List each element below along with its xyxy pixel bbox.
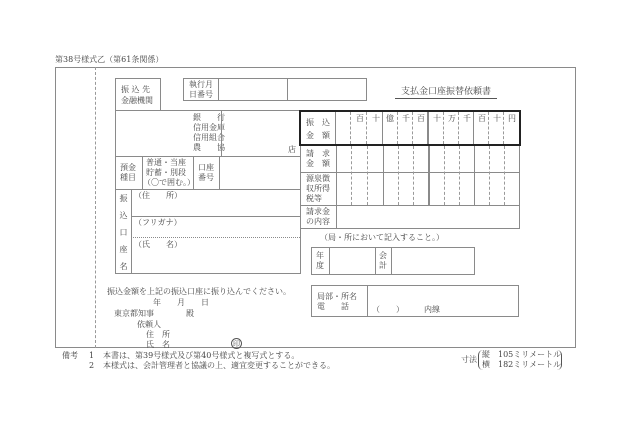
account-category-field[interactable]: [392, 248, 474, 274]
exec-date-field[interactable]: [219, 79, 287, 100]
account-type-label-2: 種目: [120, 173, 136, 182]
furigana-field[interactable]: [132, 227, 300, 236]
unit-juu: 十: [493, 114, 501, 123]
content-field[interactable]: [337, 206, 519, 228]
form-number: 第38号様式乙（第61条関係）: [55, 55, 164, 64]
size-horizontal: 横 182ミリメートル: [482, 360, 562, 369]
request-date[interactable]: 年 月 日: [153, 298, 209, 307]
unit-yen: 円: [508, 114, 516, 123]
unit-hyaku: 百: [478, 114, 486, 123]
branch-name-field[interactable]: [222, 111, 287, 156]
unit-man: 万: [448, 114, 456, 123]
note-2-number: 2: [89, 361, 95, 370]
unit-hyaku-man: 百: [417, 114, 425, 123]
note-1-text: 本書は、第39号様式及び第40号様式と複写式とする。: [103, 351, 300, 360]
account-category-label: 会計: [379, 251, 387, 270]
bank-type-shinkin: 信用金庫: [193, 123, 225, 132]
unit-sen: 千: [463, 114, 471, 123]
name-field[interactable]: [132, 250, 300, 272]
fiscal-box: [311, 247, 475, 275]
bank-type-kumiai: 信用組合: [193, 133, 225, 142]
notes-heading: 備考: [62, 351, 78, 360]
seal-mark: 印: [233, 340, 240, 348]
account-option-note: （〇で囲む。）: [143, 178, 195, 187]
form-title-text: 支払金口座振替依頼書: [395, 87, 497, 99]
exec-number-box: [183, 78, 367, 101]
dept-label: 局部・所名: [317, 292, 357, 301]
requester-name-label: 氏 名: [146, 340, 170, 349]
tax-label-1: 源泉徴: [306, 174, 330, 183]
account-name-label: 振込口座名: [119, 194, 128, 279]
account-number-label-1: 口座: [198, 163, 214, 172]
requester-label: 依頼人: [137, 320, 161, 329]
note-2-text: 本様式は、会計管理者と協議の上、適宜変更することができる。: [103, 361, 335, 370]
bank-label-1: 振 込 先: [121, 85, 151, 94]
account-type-label-1: 預金: [120, 163, 136, 172]
phone-label: 電 話: [317, 302, 349, 311]
name-label: （氏 名）: [134, 240, 182, 249]
content-label-2: の内容: [306, 217, 330, 226]
bank-label-box: [115, 78, 161, 111]
addressee: 東京都知事: [114, 309, 154, 318]
unit-sen-man: 千: [402, 114, 410, 123]
exec-label-1: 執行月: [189, 80, 213, 89]
claim-label-2: 金 額: [306, 159, 330, 168]
size-vertical: 縦 105ミリメートル: [482, 350, 562, 359]
account-number-field[interactable]: [220, 157, 300, 189]
tax-label-2: 収所得: [306, 184, 330, 193]
account-type-row: [115, 156, 301, 190]
unit-oku: 億: [386, 114, 394, 123]
bank-type-nokyo: 農 協: [193, 143, 225, 152]
unit-juu-oku: 十: [372, 114, 380, 123]
bank-name-field[interactable]: [116, 111, 191, 156]
exec-label-2: 日番号: [189, 90, 213, 99]
perforation-line: [95, 67, 96, 348]
unit-juu-man: 十: [433, 114, 441, 123]
tax-label-3: 税等: [306, 194, 322, 203]
account-number-label-2: 番号: [198, 173, 214, 182]
bank-label-2: 金融機関: [121, 96, 153, 105]
account-option-futsu[interactable]: 普通・当座: [146, 158, 186, 167]
transfer-amount-row: [299, 110, 521, 146]
office-note: （局・所において記入すること。）: [320, 233, 444, 242]
requester-address-field[interactable]: [175, 329, 285, 339]
request-instruction: 振込金額を上記の振込口座に振り込んでください。: [107, 287, 291, 296]
size-brackets: [478, 350, 562, 370]
note-1-number: 1: [89, 351, 95, 360]
exec-number-field[interactable]: [288, 79, 366, 100]
account-option-chochiku[interactable]: 貯蓄・別段: [146, 168, 186, 177]
fiscal-year-label: 年度: [316, 251, 324, 270]
form-title: [395, 87, 497, 97]
furigana-label: （フリガナ）: [134, 218, 182, 227]
transfer-label-2: 金 額: [306, 131, 330, 140]
address-field[interactable]: [132, 200, 300, 216]
size-label: 寸法: [461, 355, 477, 364]
transfer-digit-grid[interactable]: [336, 112, 518, 144]
content-label-1: 請求金: [306, 207, 330, 216]
bank-name-row: [115, 110, 301, 157]
contact-box: [311, 285, 519, 317]
fiscal-year-field[interactable]: [330, 248, 375, 274]
requester-name-field[interactable]: [175, 339, 225, 348]
account-name-block: [115, 189, 301, 279]
claim-label-1: 請 求: [306, 149, 330, 158]
honorific: 殿: [186, 309, 194, 318]
bank-type-bank: 銀 行: [193, 113, 225, 122]
requester-address-label: 住 所: [146, 330, 170, 339]
branch-suffix: 店: [288, 145, 296, 154]
unit-hyaku-oku: 百: [356, 114, 364, 123]
digit-grid[interactable]: [337, 146, 519, 205]
address-label: （住 所）: [134, 191, 182, 200]
transfer-label-1: 振 込: [306, 118, 330, 127]
phone-value: （ ） 内線: [372, 305, 440, 314]
